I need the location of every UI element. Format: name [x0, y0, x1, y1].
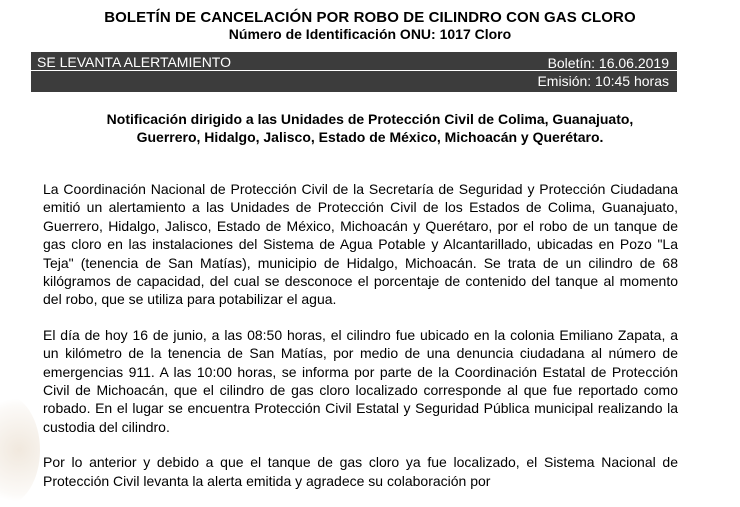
bulletin-info	[537, 54, 669, 90]
notification-heading	[60, 110, 680, 146]
emission-time: Emisión: 10:45 horas	[537, 73, 669, 89]
status-banner	[31, 52, 677, 92]
document-body	[43, 180, 678, 507]
notification-line-1: Notificación dirigido a las Unidades de Protección Civil de Colima, Guanajuato,	[106, 111, 634, 127]
seal-watermark	[0, 395, 40, 505]
document-title: BOLETÍN DE CANCELACIÓN POR ROBO DE CILINDRO CON GAS CLORO	[104, 9, 636, 26]
bulletin-date: Boletín: 16.06.2019	[547, 55, 669, 71]
body-paragraph-3: Por lo anterior y debido a que el tanque de gas cloro ya fue localizado, el Sistema Nacional de Protección Civil levanta la alerta emitida y agradece su colaboración por	[43, 454, 678, 489]
notification-line-2: Guerrero, Hidalgo, Jalisco, Estado de México, Michoacán y Querétaro.	[136, 129, 604, 145]
body-paragraph-2: El día de hoy 16 de junio, a las 08:50 horas, el cilindro fue ubicado en la colonia Emiliano Zapata, a un kilómetro de la tenencia de San Matías, por medio de una denuncia ciudadana al número de emergencias 911. A las 10:00 horas, se informa por parte de la Coordinación Estatal de Protección Civil de Michoacán, que el cilindro de gas cloro localizado corresponde al que fue reportado como robado. En el lugar se encuentra Protección Civil Estatal y Seguridad Pública municipal realizando la custodia del cilindro.	[43, 326, 678, 435]
document-subtitle: Número de Identificación ONU: 1017 Cloro	[228, 26, 512, 42]
body-paragraph-1: La Coordinación Nacional de Protección Civil de la Secretaría de Seguridad y Protección Ciudadana emitió un alertamiento a las Unidades de Protección Civil de los Estados de Colima, Guanajuato, Guerrero, Hidalgo, Jalisco, Estado de México, Michoacán y Querétaro, por el robo de un tanque de gas cloro en las instalaciones del Sistema de Agua Potable y Alcantarillado, ubicadas en Pozo "La Teja" (tenencia de San Matías), municipio de Hidalgo, Michoacán. Se trata de un cilindro de 68 kilógramos de capacidad, del cual se desconoce el porcentaje de contenido del tanque al momento del robo, que se utiliza para potabilizar el agua.	[43, 181, 678, 308]
alert-status-label: SE LEVANTA ALERTAMIENTO	[37, 54, 231, 70]
document-header	[0, 0, 740, 43]
